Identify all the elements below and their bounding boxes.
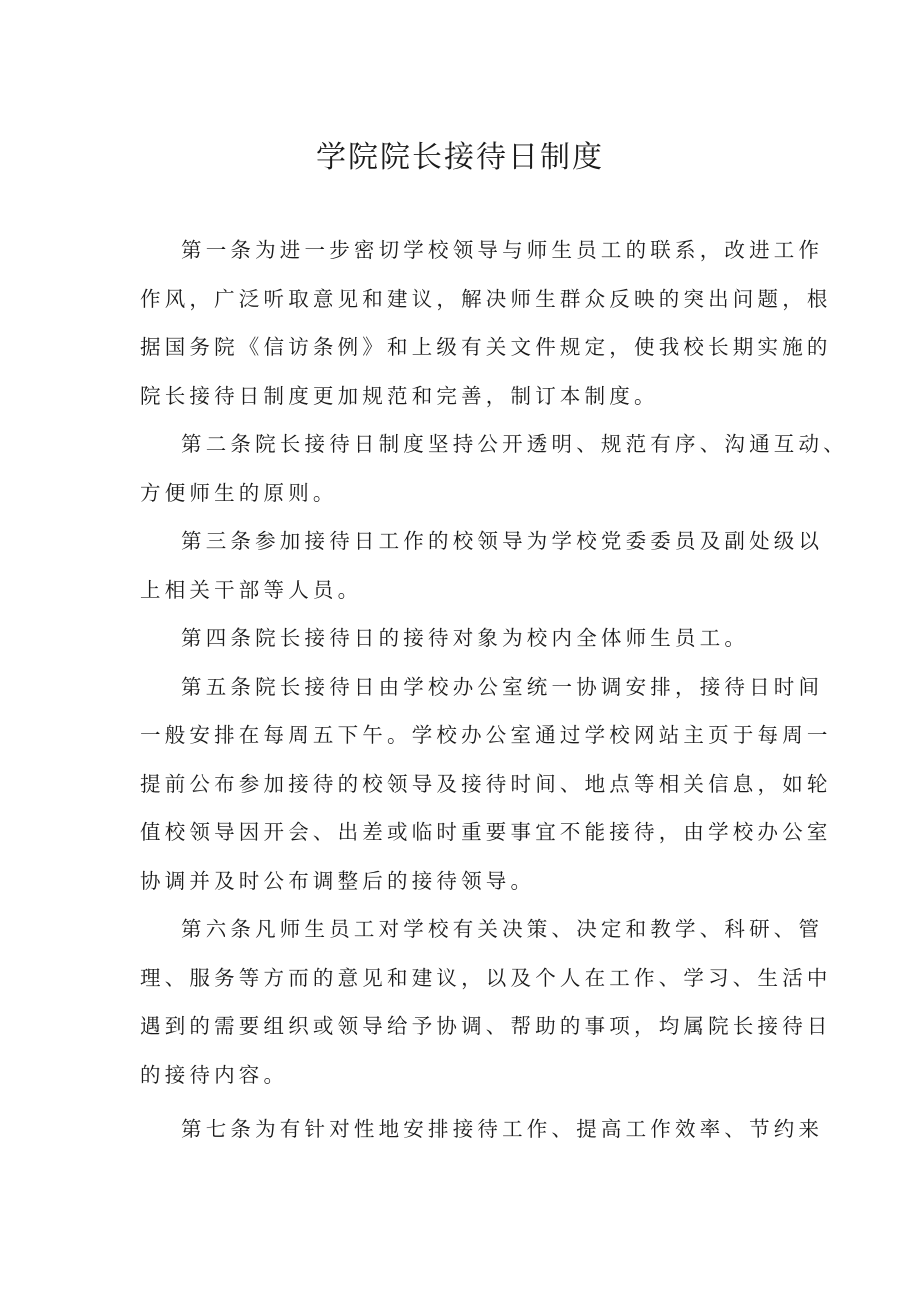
article-4-line: 第四条院长接待日的接待对象为校内全体师生员工。 <box>181 626 750 650</box>
article-1-line: 第一条为进一步密切学校领导与师生员工的联系，改进工作 <box>181 238 824 262</box>
article-6-line: 的接待内容。 <box>140 1062 289 1087</box>
article-7-line: 第七条为有针对性地安排接待工作、提高工作效率、节约来 <box>181 1117 824 1141</box>
article-2-line: 方便师生的原则。 <box>140 480 338 505</box>
article-4-paragraph <box>140 614 800 663</box>
article-5-paragraph <box>140 663 832 906</box>
document-title: 学院院长接待日制度 <box>316 140 604 175</box>
article-3-paragraph <box>140 517 824 614</box>
article-5-line: 值校领导因开会、出差或临时重要事宜不能接待，由学校办公室 <box>140 820 832 844</box>
article-5-line: 第五条院长接待日由学校办公室统一协调安排，接待日时间 <box>181 674 824 699</box>
article-1-line: 院长接待日制度更加规范和完善，制订本制度。 <box>140 383 659 408</box>
article-3-line: 第三条参加接待日工作的校领导为学校党委委员及副处级以 <box>181 529 824 553</box>
article-7-paragraph <box>140 1105 824 1154</box>
article-5-line: 提前公布参加接待的校领导及接待时间、地点等相关信息，如轮 <box>140 771 832 796</box>
article-5-line: 一般安排在每周五下午。学校办公室通过学校网站主页于每周一 <box>140 723 832 747</box>
article-3-line: 上相关干部等人员。 <box>140 577 363 602</box>
article-5-line: 协调并及时公布调整后的接待领导。 <box>140 868 536 893</box>
article-2-paragraph <box>140 420 848 517</box>
article-6-line: 理、服务等方而的意见和建议，以及个人在工作、学习、生活中 <box>140 965 832 990</box>
article-1-paragraph <box>140 226 832 420</box>
article-6-paragraph <box>140 905 832 1099</box>
article-1-line: 据国务院《信访条例》和上级有关文件规定，使我校长期实施的 <box>140 335 832 359</box>
article-2-line: 第二条院长接待日制度坚持公开透明、规范有序、沟通互动、 <box>181 432 848 456</box>
article-6-line: 遇到的需要组织或领导给予协调、帮助的事项，均属院长接待日 <box>140 1014 832 1038</box>
document-body <box>140 226 848 1154</box>
article-1-line: 作风，广泛听取意见和建议，解决师生群众反映的突出问题，根 <box>140 286 832 311</box>
article-6-line: 第六条凡师生员工对学校有关决策、决定和教学、科研、管 <box>181 917 824 941</box>
